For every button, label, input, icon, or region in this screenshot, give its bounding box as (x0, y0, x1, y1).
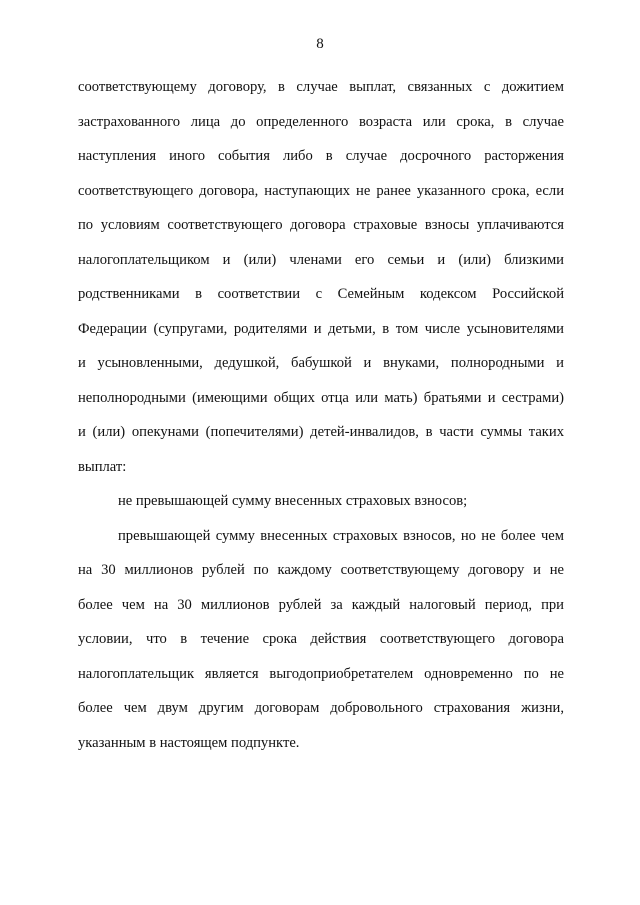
text-line: более чем двум другим договорам добровольного страхования жизни, (78, 700, 564, 716)
paragraph-first-line: не превышающей сумму внесенных страховых взносов; (118, 493, 468, 509)
text-line: более чем на 30 миллионов рублей за каждый налоговый период, при (78, 597, 564, 613)
paragraph-first-line: превышающей сумму внесенных страховых взносов, но не более чем (118, 528, 564, 544)
text-line: Федерации (супругами, родителями и детьми, в том числе усыновителями (78, 321, 564, 337)
text-line: по условиям соответствующего договора страховые взносы уплачиваются (78, 217, 564, 233)
text-line: застрахованного лица до определенного возраста или срока, в случае (78, 114, 564, 130)
text-line: неполнородными (имеющими общих отца или мать) братьями и сестрами) (78, 390, 564, 406)
text-line: и усыновленными, дедушкой, бабушкой и внуками, полнородными и (78, 355, 564, 371)
text-line: налогоплательщик является выгодоприобретателем одновременно по не (78, 666, 564, 682)
text-line: и (или) опекунами (попечителями) детей-инвалидов, в части суммы таких (78, 424, 564, 440)
text-line: налогоплательщиком и (или) членами его семьи и (или) близкими (78, 252, 564, 268)
text-line: соответствующего договора, наступающих не ранее указанного срока, если (78, 183, 564, 199)
text-line: родственниками в соответствии с Семейным кодексом Российской (78, 286, 564, 302)
text-line: указанным в настоящем подпункте. (78, 735, 300, 751)
page-number: 8 (316, 36, 324, 52)
text-line: соответствующему договору, в случае выплат, связанных с дожитием (78, 79, 564, 95)
text-line: выплат: (78, 459, 127, 475)
text-line: наступления иного события либо в случае досрочного расторжения (78, 148, 564, 164)
text-line: на 30 миллионов рублей по каждому соответствующему договору и не (78, 562, 564, 578)
text-line: условии, что в течение срока действия соответствующего договора (78, 631, 564, 647)
